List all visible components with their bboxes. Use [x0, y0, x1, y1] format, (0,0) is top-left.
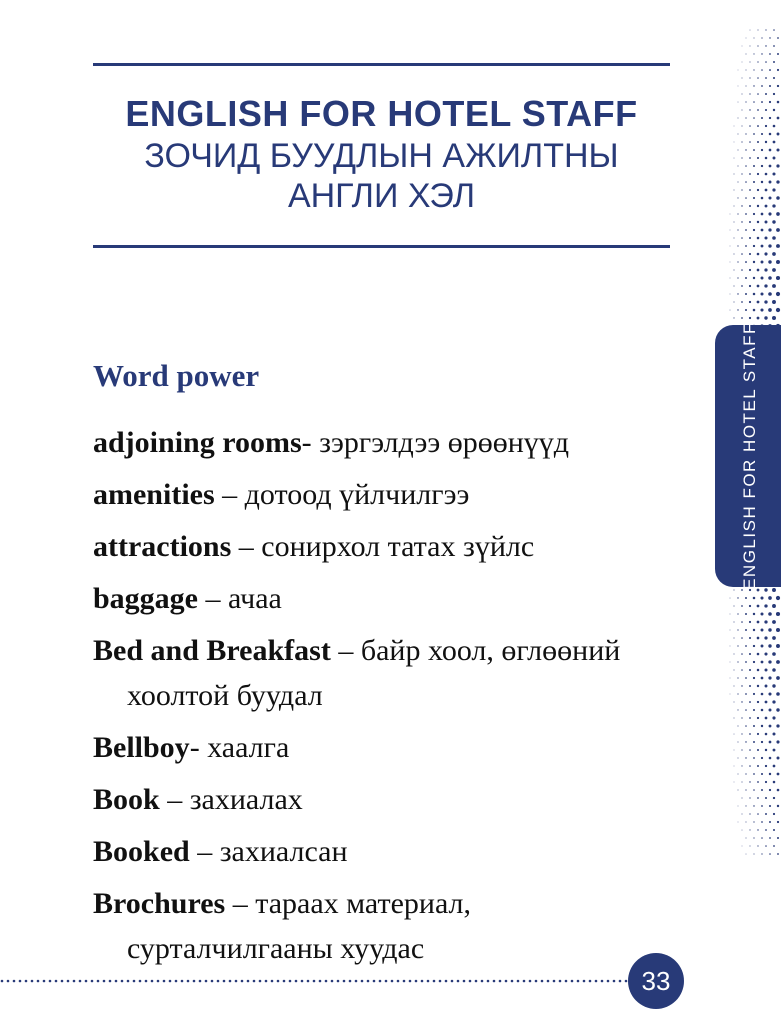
list-item	[93, 725, 683, 770]
word-definition: захиалсан	[219, 835, 348, 868]
list-item	[93, 777, 683, 822]
title-mongolian-line1: ЗОЧИД БУУДЛЫН АЖИЛТНЫ	[144, 137, 619, 175]
word-definition: дотоод үйлчилгээ	[244, 478, 470, 511]
word-term: Bellboy	[93, 731, 190, 764]
word-separator: –	[159, 783, 190, 816]
top-divider	[93, 63, 670, 66]
word-definition: тараах материал, сурталчилгааны хуудас	[127, 887, 472, 965]
list-item	[93, 628, 683, 718]
list-item	[93, 829, 683, 874]
side-tab-label-wrap	[730, 322, 770, 590]
word-term: attractions	[93, 530, 232, 563]
list-item	[93, 524, 683, 569]
word-term: baggage	[93, 582, 198, 615]
section-title: Word power	[93, 358, 260, 393]
word-definition: хаалга	[207, 731, 290, 764]
word-separator: –	[225, 887, 256, 920]
word-separator: -	[301, 426, 320, 459]
list-item	[93, 881, 683, 971]
word-separator: –	[189, 835, 220, 868]
word-separator: –	[330, 634, 361, 667]
word-definition: захиалах	[189, 783, 303, 816]
title-mongolian-line2: АНГЛИ ХЭЛ	[287, 177, 476, 215]
list-item	[93, 420, 683, 465]
word-definition: сонирхол татах зүйлс	[261, 530, 535, 563]
bottom-divider	[93, 245, 670, 248]
word-separator: –	[214, 478, 245, 511]
page-header	[93, 92, 670, 216]
word-definition: байр хоол, өглөөний хоолтой буудал	[127, 634, 621, 712]
word-separator: -	[189, 731, 208, 764]
list-item	[93, 576, 683, 621]
word-list	[93, 420, 683, 978]
word-term: Bed and Breakfast	[93, 634, 331, 667]
word-definition: зэргэлдээ өрөөнүүд	[319, 426, 570, 459]
word-term: Book	[93, 783, 160, 816]
title-english: ENGLISH FOR HOTEL STAFF	[125, 93, 638, 134]
side-tab-label: ENGLISH FOR HOTEL STAFF	[740, 322, 759, 590]
word-separator: –	[198, 582, 228, 615]
word-term: amenities	[93, 478, 215, 511]
word-term: adjoining rooms	[93, 426, 302, 459]
word-definition: ачаа	[228, 582, 282, 615]
word-separator: –	[231, 530, 262, 563]
list-item	[93, 472, 683, 517]
footer-dotted-line	[0, 979, 630, 983]
word-term: Brochures	[93, 887, 226, 920]
page-number: 33	[628, 953, 684, 1009]
word-term: Booked	[93, 835, 190, 868]
